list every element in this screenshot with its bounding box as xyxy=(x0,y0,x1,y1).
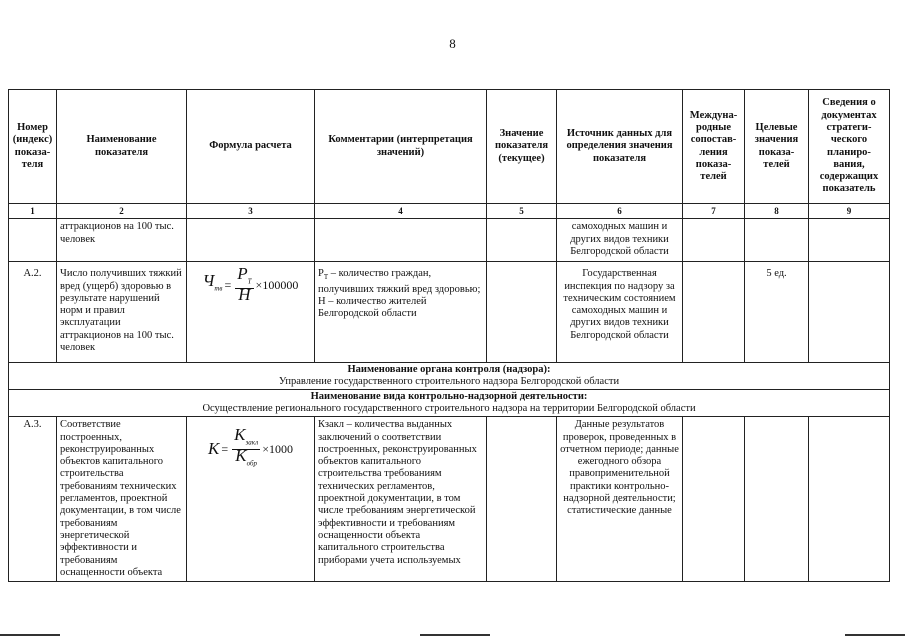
formula-cell xyxy=(187,417,315,582)
formula-fraction: $\frac{K_{закл}}{K_{обр}}$ xyxy=(234,425,259,468)
column-number: 2 xyxy=(57,204,187,219)
header-cell: Формула расчета xyxy=(187,90,315,204)
header-cell: Источник данных для определения значения показателя xyxy=(557,90,683,204)
section-title: Наименование вида контрольно-надзорной деятельности: xyxy=(310,391,588,403)
column-number: 6 xyxy=(557,204,683,219)
scan-edge-line xyxy=(420,634,490,636)
indicator-name: Число получивших тяжкий вред (ущерб) здоровью в результате нарушений норм и правил эксплуатации аттракционов на 100 тыс. человек xyxy=(57,262,187,363)
scan-edge-line xyxy=(845,634,905,636)
section-value: Осуществление регионального государственного строительного надзора на территории Белгородской области xyxy=(202,403,696,415)
column-number: 1 xyxy=(9,204,57,219)
data-source: самоходных машин и других видов техники Белгородской области xyxy=(557,219,683,262)
formula-fraction: $\frac{P_T}{H}$ xyxy=(237,264,252,304)
header-cell: Целевые значения показа-телей xyxy=(745,90,809,204)
header-cell: Сведения о документах стратеги-ческого планиро-вания, содержащих показатель xyxy=(809,90,890,204)
column-number: 3 xyxy=(187,204,315,219)
section-row-activity xyxy=(9,390,890,417)
target-value: 5 ед. xyxy=(745,262,809,363)
indicator-index: А.2. xyxy=(9,262,57,363)
formula-lhs: K xyxy=(208,439,220,459)
formula: K = $\frac{K_{закл}}{K_{обр}}$ ×1000 xyxy=(190,429,311,469)
data-source: Государственная инспекция по надзору за техническим состоянием самоходных машин и других видов техники Белгородской области xyxy=(557,262,683,363)
formula-rest: ×100000 xyxy=(255,277,299,292)
header-cell: Значение показателя (текущее) xyxy=(487,90,557,204)
data-source: Данные результатов проверок, проведенных в отчетном периоде; данные ежегодного обзора правоприменительной практики контрольно-надзорной деятельности; статистические данные xyxy=(557,417,683,582)
header-cell: Номер (индекс) показа-теля xyxy=(9,90,57,204)
indicator-name: аттракционов на 100 тыс. человек xyxy=(57,219,187,262)
section-title: Наименование органа контроля (надзора): xyxy=(347,364,551,376)
column-number: 8 xyxy=(745,204,809,219)
header-cell: Междуна-родные сопостав-ления показа-телей xyxy=(683,90,745,204)
formula-cell xyxy=(187,262,315,363)
indicator-name: Соответствие построенных, реконструированных объектов капитального строительства требованиям технических регламентов, проектной документации, в том числе требованиям энергетической эффективности и требованиям оснащенности объекта xyxy=(57,417,187,582)
column-number: 4 xyxy=(315,204,487,219)
header-cell: Наименование показателя xyxy=(57,90,187,204)
indicators-table xyxy=(8,89,890,582)
formula: $Ч_{тв}$ = $\frac{P_T}{H}$ ×100000 xyxy=(202,264,299,304)
header-cell: Комментарии (интерпретация значений) xyxy=(315,90,487,204)
formula-rest: ×1000 xyxy=(262,442,293,457)
section-value: Управление государственного строительного надзора Белгородской области xyxy=(278,376,620,388)
column-number-row xyxy=(9,204,890,219)
indicator-index: А.3. xyxy=(9,417,57,582)
scan-edge-line xyxy=(0,634,60,636)
comment: Кзакл – количества выданных заключений о соответствии построенных, реконструированных объектов капитального строительства требованиям технических регламентов, проектной документации, в том числе требованиям энергетической эффективности и требованиям оснащенности объекта капитального строительства приборами учета используемых xyxy=(315,417,487,582)
page-number: 8 xyxy=(449,36,456,51)
section-row-authority xyxy=(9,363,890,390)
header-row xyxy=(9,90,890,204)
formula-lhs: $Ч_{тв}$ xyxy=(202,270,223,293)
column-number: 5 xyxy=(487,204,557,219)
table-row-a2 xyxy=(9,262,890,363)
table-row-continued xyxy=(9,219,890,262)
column-number: 9 xyxy=(809,204,890,219)
column-number: 7 xyxy=(683,204,745,219)
comment: $P_T$ – количество граждан, получивших тяжкий вред здоровью; Н – количество жителей Белгородской области xyxy=(315,262,487,363)
table-row-a3 xyxy=(9,417,890,582)
